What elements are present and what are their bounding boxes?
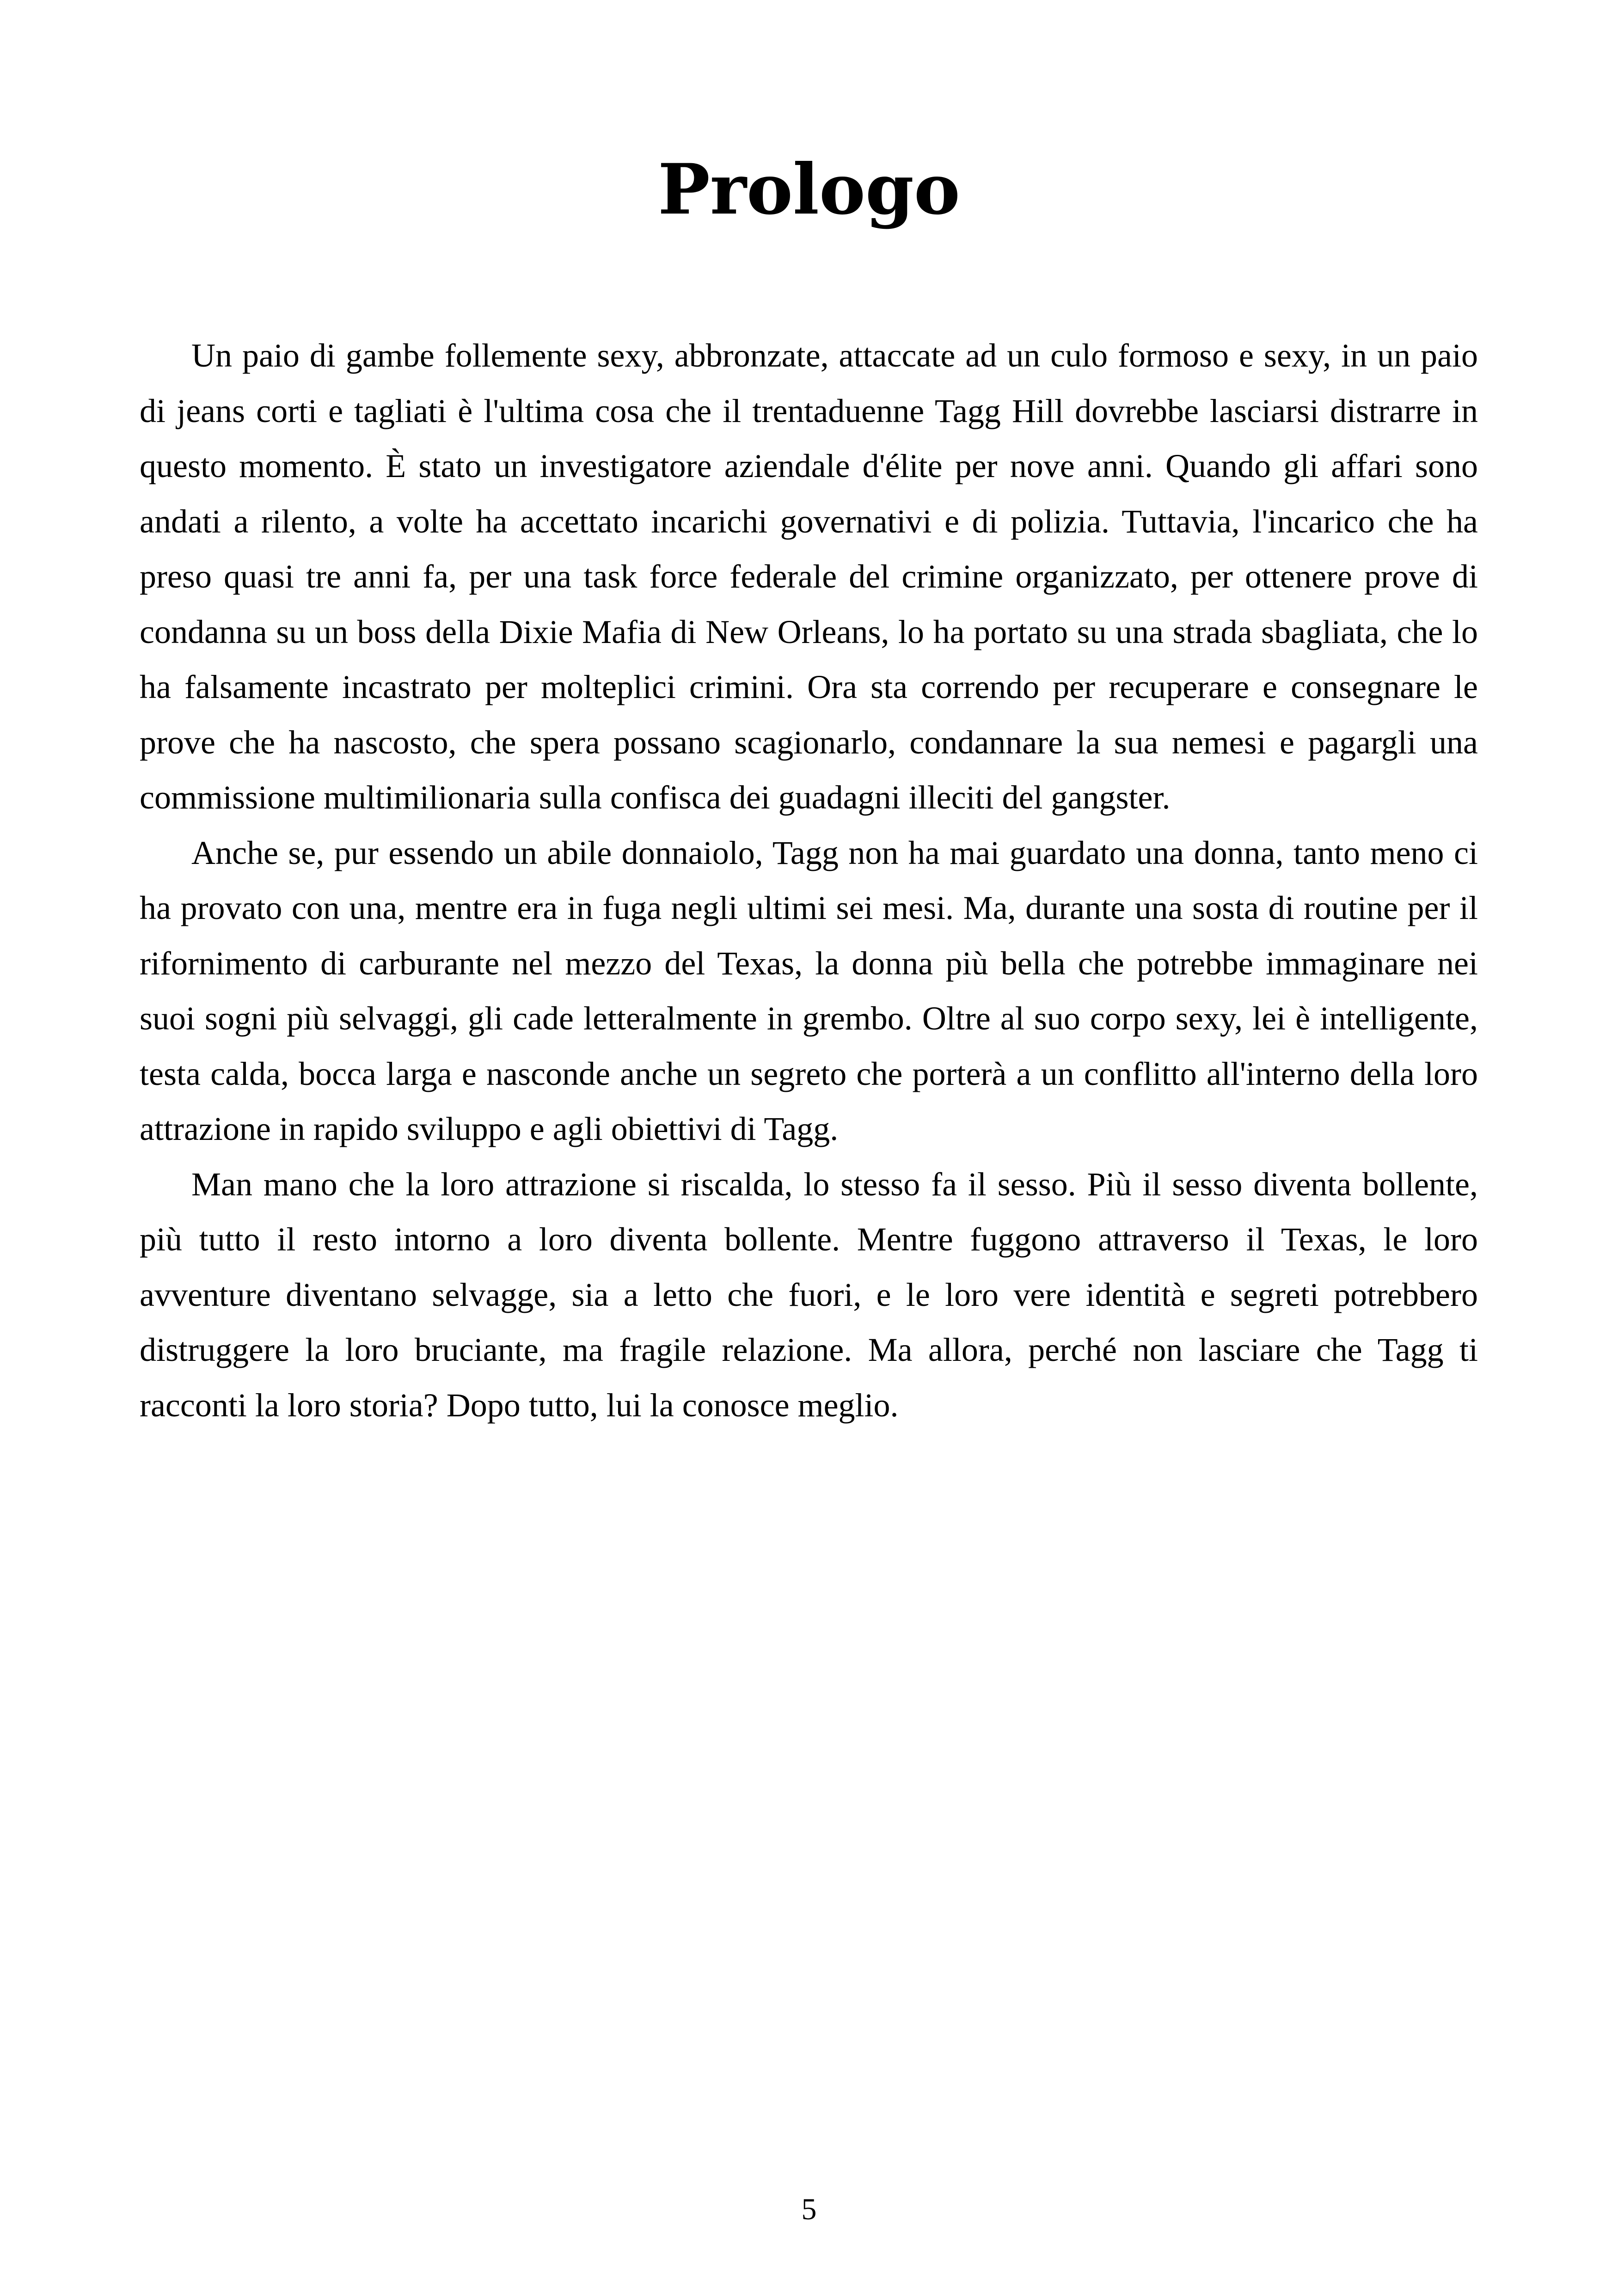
- chapter-title: Prologo: [658, 149, 960, 230]
- paragraph: Anche se, pur essendo un abile donnaiolo, Tagg non ha mai guardato una donna, tanto meno ci ha provato con una, mentre era in fuga negli ultimi sei mesi. Ma, durante una sosta di routine per il rifornimento di carburante nel mezzo del Texas, la donna più bella che potrebbe immaginare nei suoi sogni più selvaggi, gli cade letteralmente in grembo. Oltre al suo corpo sexy, lei è intelligente, testa calda, bocca larga e nasconde anche un segreto che porterà a un conflitto all'interno della loro attrazione in rapido sviluppo e agli obiettivi di Tagg.: [140, 834, 1478, 1147]
- page-number: 5: [801, 2192, 817, 2226]
- paragraph: Man mano che la loro attrazione si riscalda, lo stesso fa il sesso. Più il sesso diventa bollente, più tutto il resto intorno a loro diventa bollente. Mentre fuggono attraverso il Texas, le loro avventure diventano selvagge, sia a letto che fuori, e le loro vere identità e segreti potrebbero distruggere la loro bruciante, ma fragile relazione. Ma allora, perché non lasciare che Tagg ti racconti la loro storia? Dopo tutto, lui la conosce meglio.: [140, 1165, 1478, 1424]
- paragraph: Un paio di gambe follemente sexy, abbronzate, attaccate ad un culo formoso e sexy, in un paio di jeans corti e tagliati è l'ultima cosa che il trentaduenne Tagg Hill dovrebbe lasciarsi distrarre in questo momento. È stato un investigatore aziendale d'élite per nove anni. Quando gli affari sono andati a rilento, a volte ha accettato incarichi governativi e di polizia. Tuttavia, l'incarico che ha preso quasi tre anni fa, per una task force federale del crimine organizzato, per ottenere prove di condanna su un boss della Dixie Mafia di New Orleans, lo ha portato su una strada sbagliata, che lo ha falsamente incastrato per molteplici crimini. Ora sta correndo per recuperare e consegnare le prove che ha nascosto, che spera possano scagionarlo, condannare la sua nemesi e pagargli una commissione multimilionaria sulla confisca dei guadagni illeciti del gangster.: [140, 337, 1478, 816]
- chapter-body: [140, 328, 1478, 1433]
